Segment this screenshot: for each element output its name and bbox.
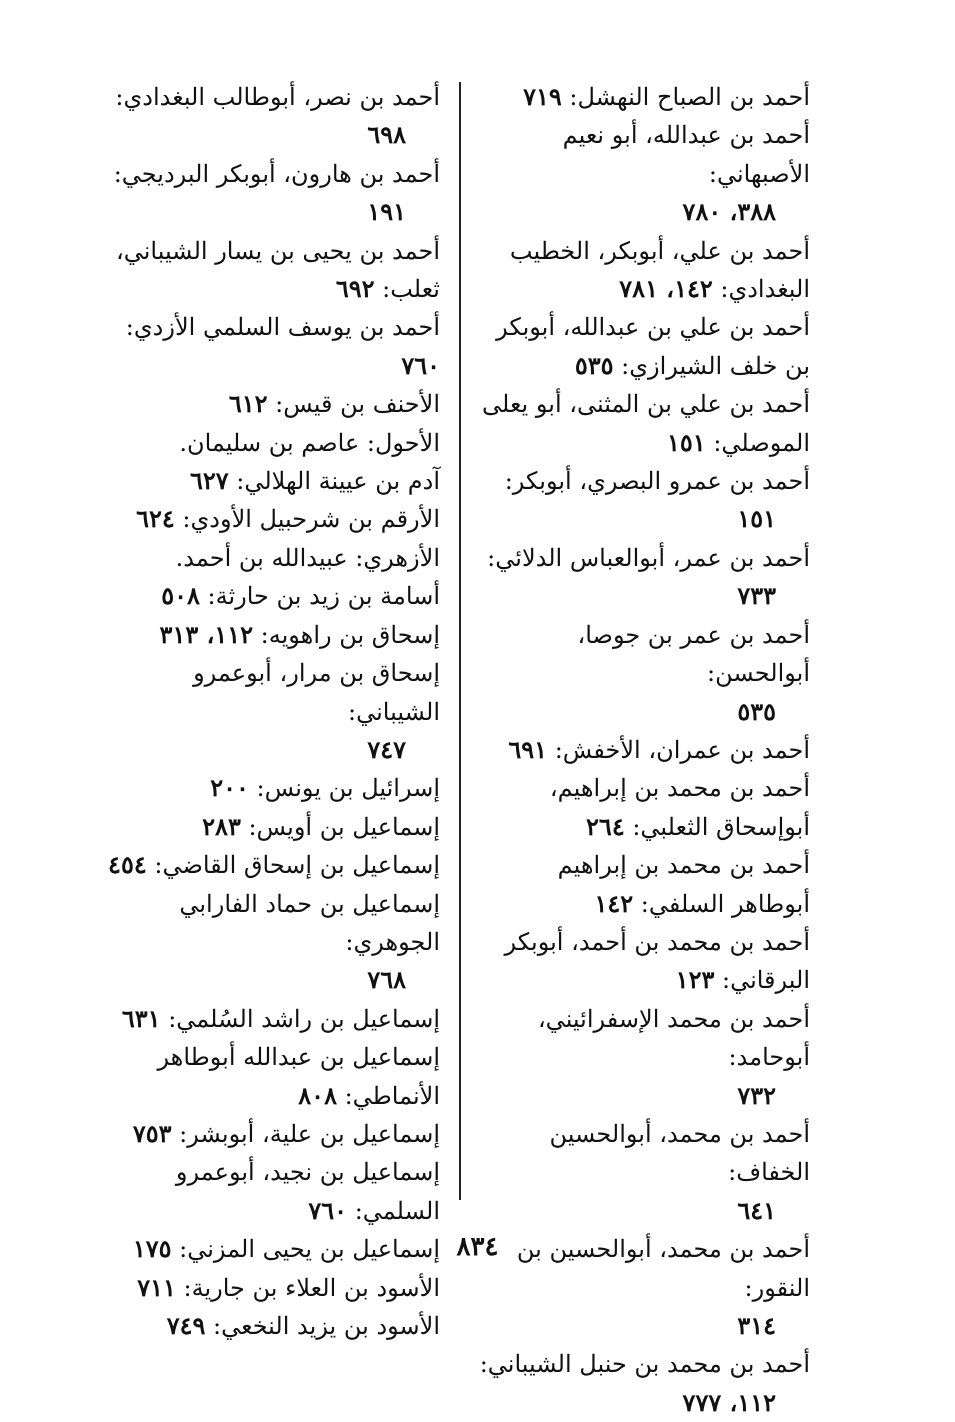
entry-pages: ٧١٩ xyxy=(523,82,562,111)
index-entry: إسرائيل بن يونس: ٢٠٠ xyxy=(210,773,440,803)
entry-name: الأحول: عاصم بن سليمان. xyxy=(179,428,440,457)
entry-name: الأزهري: عبيدالله بن أحمد. xyxy=(175,543,440,572)
entry-pages: ٧٦٨ xyxy=(367,965,406,995)
entry-pages: ٦٢٧ xyxy=(189,466,229,496)
entry-name: أحمد بن محمد بن حنبل الشيباني xyxy=(487,1350,810,1379)
entry-name: أحمد بن عمر بن جوصا، أبوالحسن xyxy=(577,620,810,688)
index-entry: أحمد بن محمد الإسفرائيني، أبوحامد: ٧٣٢ xyxy=(475,1000,810,1115)
index-entry xyxy=(105,539,440,577)
index-entry: إسماعيل بن حماد الفارابي الجوهري: ٧٦٨ xyxy=(105,885,440,1000)
entry-name: أحمد بن محمد، أبوالحسين بن النقور xyxy=(516,1235,810,1302)
entry-pages: ٦٩١ xyxy=(508,734,548,764)
entry-pages: ٦٩٢ xyxy=(335,274,375,304)
entry-name: آدم بن عيينة الهلالي xyxy=(244,467,440,496)
entry-pages: ١١٢، ٧٧٧ xyxy=(682,1387,776,1417)
entry-pages: ٦٣١ xyxy=(121,1003,161,1033)
entry-name: أحمد بن علي بن عبدالله، أبوبكر بن خلف الشيرازي xyxy=(496,313,810,380)
index-entry: أحمد بن عمر، أبوالعباس الدلائي: ٧٣٣ xyxy=(475,539,810,616)
entry-name: الأرقم بن شرحبيل الأودي xyxy=(190,505,440,534)
entry-name: أحمد بن محمد الإسفرائيني، أبوحامد xyxy=(537,1004,810,1072)
index-entry: أحمد بن محمد بن حنبل الشيباني: ١١٢، ٧٧٧ xyxy=(475,1345,810,1422)
index-entry: الأسود بن يزيد النخعي: ٧٤٩ xyxy=(166,1311,440,1340)
entry-name: إسماعيل بن علية، أبوبشر xyxy=(187,1119,440,1148)
entry-name: الأسود بن يزيد النخعي xyxy=(221,1312,440,1340)
entry-pages: ٧٤٩ xyxy=(166,1311,206,1340)
entry-pages: ٣٨٨، ٧٨٠ xyxy=(682,197,776,227)
index-entry: إسحاق بن راهويه: ١١٢، ٣١٣ xyxy=(159,619,440,649)
index-entry: أحمد بن هارون، أبوبكر البرديجي: ١٩١ xyxy=(105,155,440,232)
entry-pages: ٦٩٨ xyxy=(367,120,406,150)
index-entry: أحمد بن علي بن عبدالله، أبوبكر بن خلف الشيرازي: ٥٣٥ xyxy=(496,313,810,380)
entry-name: أحمد بن هارون، أبوبكر البرديجي xyxy=(121,159,440,188)
entry-pages: ٧٦٠ xyxy=(401,350,440,380)
entry-pages: ١١٢، ٣١٣ xyxy=(159,619,253,649)
index-column-left xyxy=(105,78,440,1345)
entry-name: إسماعيل بن عبدالله أبوطاهر الأنماطي xyxy=(157,1043,440,1110)
entry-name: أحمد بن عمرو البصري، أبوبكر xyxy=(512,467,810,496)
index-entry: أحمد بن عمر بن جوصا، أبوالحسن: ٥٣٥ xyxy=(475,616,810,731)
index-entry: أحمد بن يوسف السلمي الأزدي: ٧٦٠ xyxy=(125,313,440,380)
index-entry: أحمد بن محمد بن إبراهيم أبوطاهر السلفي: ١٤٢ xyxy=(557,851,810,918)
entry-name: أسامة بن زيد بن حارثة xyxy=(215,582,440,611)
entry-pages: ٤٥٤ xyxy=(108,850,147,880)
entry-pages: ٧١١ xyxy=(137,1272,176,1302)
index-entry: أحمد بن الصباح النهشل: ٧١٩ xyxy=(523,82,810,111)
index-entry: أحمد بن علي، أبوبكر، الخطيب البغدادي: ١٤٢، ٧٨١ xyxy=(509,236,810,304)
entry-pages: ٧٥٣ xyxy=(132,1118,172,1148)
index-entry: أحمد بن نصر، أبوطالب البغدادي: ٦٩٨ xyxy=(105,78,440,155)
entry-name: أحمد بن نصر، أبوطالب البغدادي xyxy=(123,83,440,111)
entry-name: أحمد بن محمد بن أحمد، أبوبكر البرقاني xyxy=(504,927,810,995)
index-entry: إسماعيل بن أويس: ٢٨٣ xyxy=(202,811,440,841)
entry-name: أحمد بن عمر، أبوالعباس الدلائي xyxy=(495,543,810,572)
entry-pages: ١٤٢ xyxy=(594,888,634,918)
entry-name: أحمد بن محمد، أبوالحسين الخفاف xyxy=(549,1119,810,1187)
entry-pages: ٧٣٢ xyxy=(737,1080,776,1110)
entry-name: إسماعيل بن نجيد، أبوعمرو السلمي xyxy=(175,1158,440,1225)
entry-name: أحمد بن محمد بن إبراهيم أبوطاهر السلفي xyxy=(557,851,810,918)
entry-pages: ٦٢٤ xyxy=(136,504,175,534)
entry-pages: ٦١٢ xyxy=(228,389,268,419)
index-entry: إسماعيل بن علية، أبوبشر: ٧٥٣ xyxy=(132,1118,440,1148)
index-entry xyxy=(105,424,440,462)
index-entry: آدم بن عيينة الهلالي: ٦٢٧ xyxy=(189,466,440,496)
entry-pages: ١٢٣ xyxy=(675,965,715,995)
index-entry: الأسود بن العلاء بن جارية: ٧١١ xyxy=(137,1272,440,1302)
entry-pages: ١٥١ xyxy=(667,427,706,457)
entry-name: أحمد بن محمد بن إبراهيم، أبوإسحاق الثعلبي xyxy=(549,774,810,841)
entry-pages: ١٧٥ xyxy=(132,1234,172,1264)
entry-name: أحمد بن علي بن المثنى، أبو يعلى الموصلي xyxy=(482,390,810,457)
entry-name: إسرائيل بن يونس xyxy=(264,774,440,803)
index-entry: أحمد بن يحيى بن يسار الشيباني، ثعلب: ٦٩٢ xyxy=(115,236,440,304)
entry-pages: ٥٣٥ xyxy=(574,350,614,380)
index-entry: أسامة بن زيد بن حارثة: ٥٠٨ xyxy=(161,581,440,611)
entry-pages: ٢٦٤ xyxy=(586,811,625,841)
entry-pages: ١٩١ xyxy=(367,197,406,227)
entry-name: أحمد بن عمران، الأخفش xyxy=(562,735,810,764)
index-entry: أحمد بن علي بن المثنى، أبو يعلى الموصلي: ١٥١ xyxy=(482,390,810,457)
entry-name: إسماعيل بن إسحاق القاضي xyxy=(162,851,440,880)
index-entry: الأحنف بن قيس: ٦١٢ xyxy=(228,389,440,419)
entry-name: إسحاق بن راهويه xyxy=(268,620,440,649)
entry-name: أحمد بن علي، أبوبكر، الخطيب البغدادي xyxy=(509,236,810,304)
entry-name: إسماعيل بن يحيى المزني xyxy=(187,1235,440,1264)
entry-name: أحمد بن يوسف السلمي الأزدي xyxy=(133,313,440,342)
index-entry: أحمد بن عبدالله، أبو نعيم الأصبهاني: ٣٨٨، ٧٨٠ xyxy=(475,116,810,231)
entry-pages: ٧٤٧ xyxy=(367,734,406,764)
index-entry: أحمد بن محمد بن أحمد، أبوبكر البرقاني: ١٢٣ xyxy=(504,927,810,995)
index-entry: أحمد بن عمرو البصري، أبوبكر: ١٥١ xyxy=(475,462,810,539)
entry-pages: ٥٣٥ xyxy=(737,696,776,726)
entry-name: الأسود بن العلاء بن جارية xyxy=(191,1273,440,1302)
index-entry: إسماعيل بن راشد السُلمي: ٦٣١ xyxy=(121,1003,440,1033)
entry-pages: ٧٣٣ xyxy=(737,581,776,611)
entry-pages: ١٤٢، ٧٨١ xyxy=(619,274,713,304)
entry-name: إسماعيل بن حماد الفارابي الجوهري xyxy=(179,889,440,956)
index-entry: إسماعيل بن عبدالله أبوطاهر الأنماطي: ٨٠٨ xyxy=(157,1043,440,1110)
entry-name: أحمد بن الصباح النهشل xyxy=(577,83,810,111)
entry-pages: ٨٠٨ xyxy=(298,1080,337,1110)
entry-name: إسحاق بن مرار، أبوعمرو الشيباني xyxy=(193,659,440,726)
index-entry: أحمد بن محمد، أبوالحسين الخفاف: ٦٤١ xyxy=(475,1115,810,1230)
entry-name: أحمد بن يحيى بن يسار الشيباني، ثعلب xyxy=(115,236,440,304)
index-entry: أحمد بن محمد، أبوالحسين بن النقور: ٣١٤ xyxy=(475,1230,810,1345)
entry-pages: ٣١٤ xyxy=(737,1311,776,1340)
entry-pages: ١٥١ xyxy=(737,504,776,534)
index-entry: الأرقم بن شرحبيل الأودي: ٦٢٤ xyxy=(136,504,440,534)
entry-pages: ٧٦٠ xyxy=(308,1195,348,1225)
index-entry: إسحاق بن مرار، أبوعمرو الشيباني: ٧٤٧ xyxy=(105,654,440,769)
page-number: ٨٣٤ xyxy=(456,1232,499,1262)
entry-pages: ٢٨٣ xyxy=(202,811,241,841)
index-entry: إسماعيل بن إسحاق القاضي: ٤٥٤ xyxy=(108,850,440,880)
entry-name: إسماعيل بن أويس xyxy=(256,812,440,841)
entry-pages: ٥٠٨ xyxy=(161,581,200,611)
entry-name: الأحنف بن قيس xyxy=(283,390,440,419)
column-divider xyxy=(459,82,461,1200)
entry-name: إسماعيل بن راشد السُلمي xyxy=(176,1004,440,1033)
entry-pages: ٦٤١ xyxy=(737,1195,776,1225)
entry-name: أحمد بن عبدالله، أبو نعيم الأصبهاني xyxy=(562,121,810,188)
index-entry: إسماعيل بن نجيد، أبوعمرو السلمي: ٧٦٠ xyxy=(175,1158,440,1225)
index-entry: أحمد بن محمد بن إبراهيم، أبوإسحاق الثعلبي: ٢٦٤ xyxy=(549,774,810,841)
index-column-right xyxy=(475,78,810,1422)
index-entry: إسماعيل بن يحيى المزني: ١٧٥ xyxy=(132,1234,440,1264)
index-entry: أحمد بن عمران، الأخفش: ٦٩١ xyxy=(508,734,810,764)
entry-pages: ٢٠٠ xyxy=(210,773,249,803)
